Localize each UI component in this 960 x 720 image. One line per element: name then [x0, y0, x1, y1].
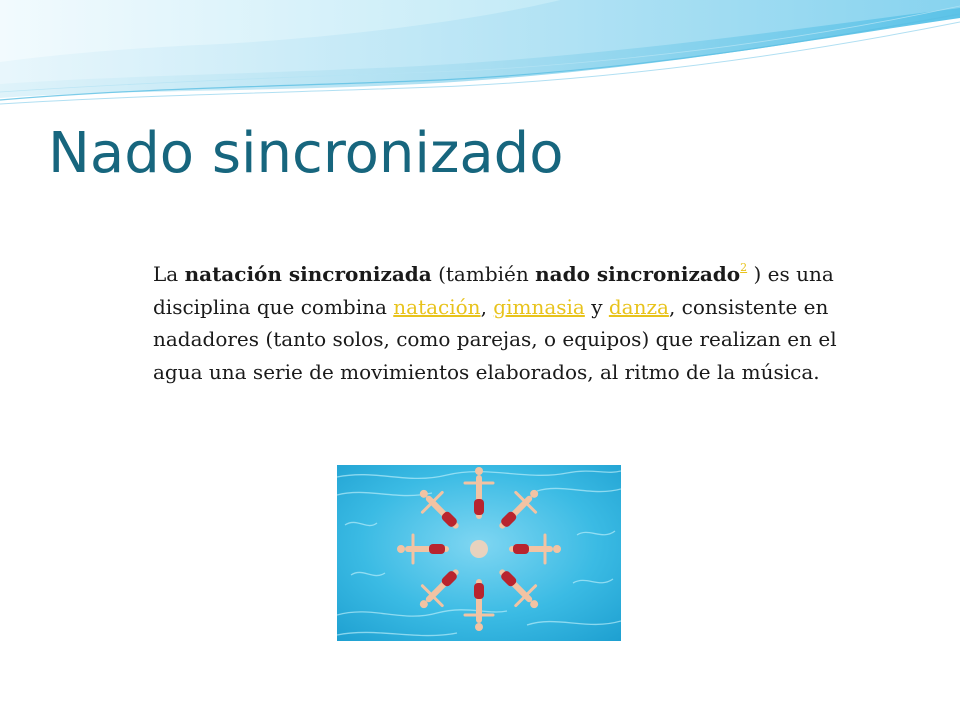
text-segment: y: [584, 294, 609, 319]
wave-header-decoration: [0, 0, 960, 110]
synchronized-swimmers-illustration: [337, 465, 621, 641]
link-danza[interactable]: danza: [608, 294, 669, 319]
footnote-link[interactable]: 2: [740, 261, 748, 275]
link-natacion[interactable]: natación: [393, 294, 481, 319]
link-gimnasia[interactable]: gimnasia: [493, 294, 585, 319]
bold-term-nado-sincronizado: nado sincronizado: [535, 262, 741, 286]
text-segment: (también: [431, 262, 536, 286]
text-segment: , consistente en nadadores (tanto solos, como parejas, o equipos) que realizan en el agua una serie de movimientos elaborados, al ritmo de la música.: [153, 294, 837, 384]
slide-title: Nado sincronizado: [48, 121, 564, 186]
text-segment: ) es una disciplina que combina: [153, 262, 834, 319]
bold-term-natacion-sincronizada: natación sincronizada: [184, 262, 432, 286]
body-paragraph: [153, 258, 843, 388]
synchronized-swimmers-photo: [337, 465, 621, 641]
text-segment: La: [153, 262, 185, 286]
text-segment: ,: [480, 294, 494, 319]
